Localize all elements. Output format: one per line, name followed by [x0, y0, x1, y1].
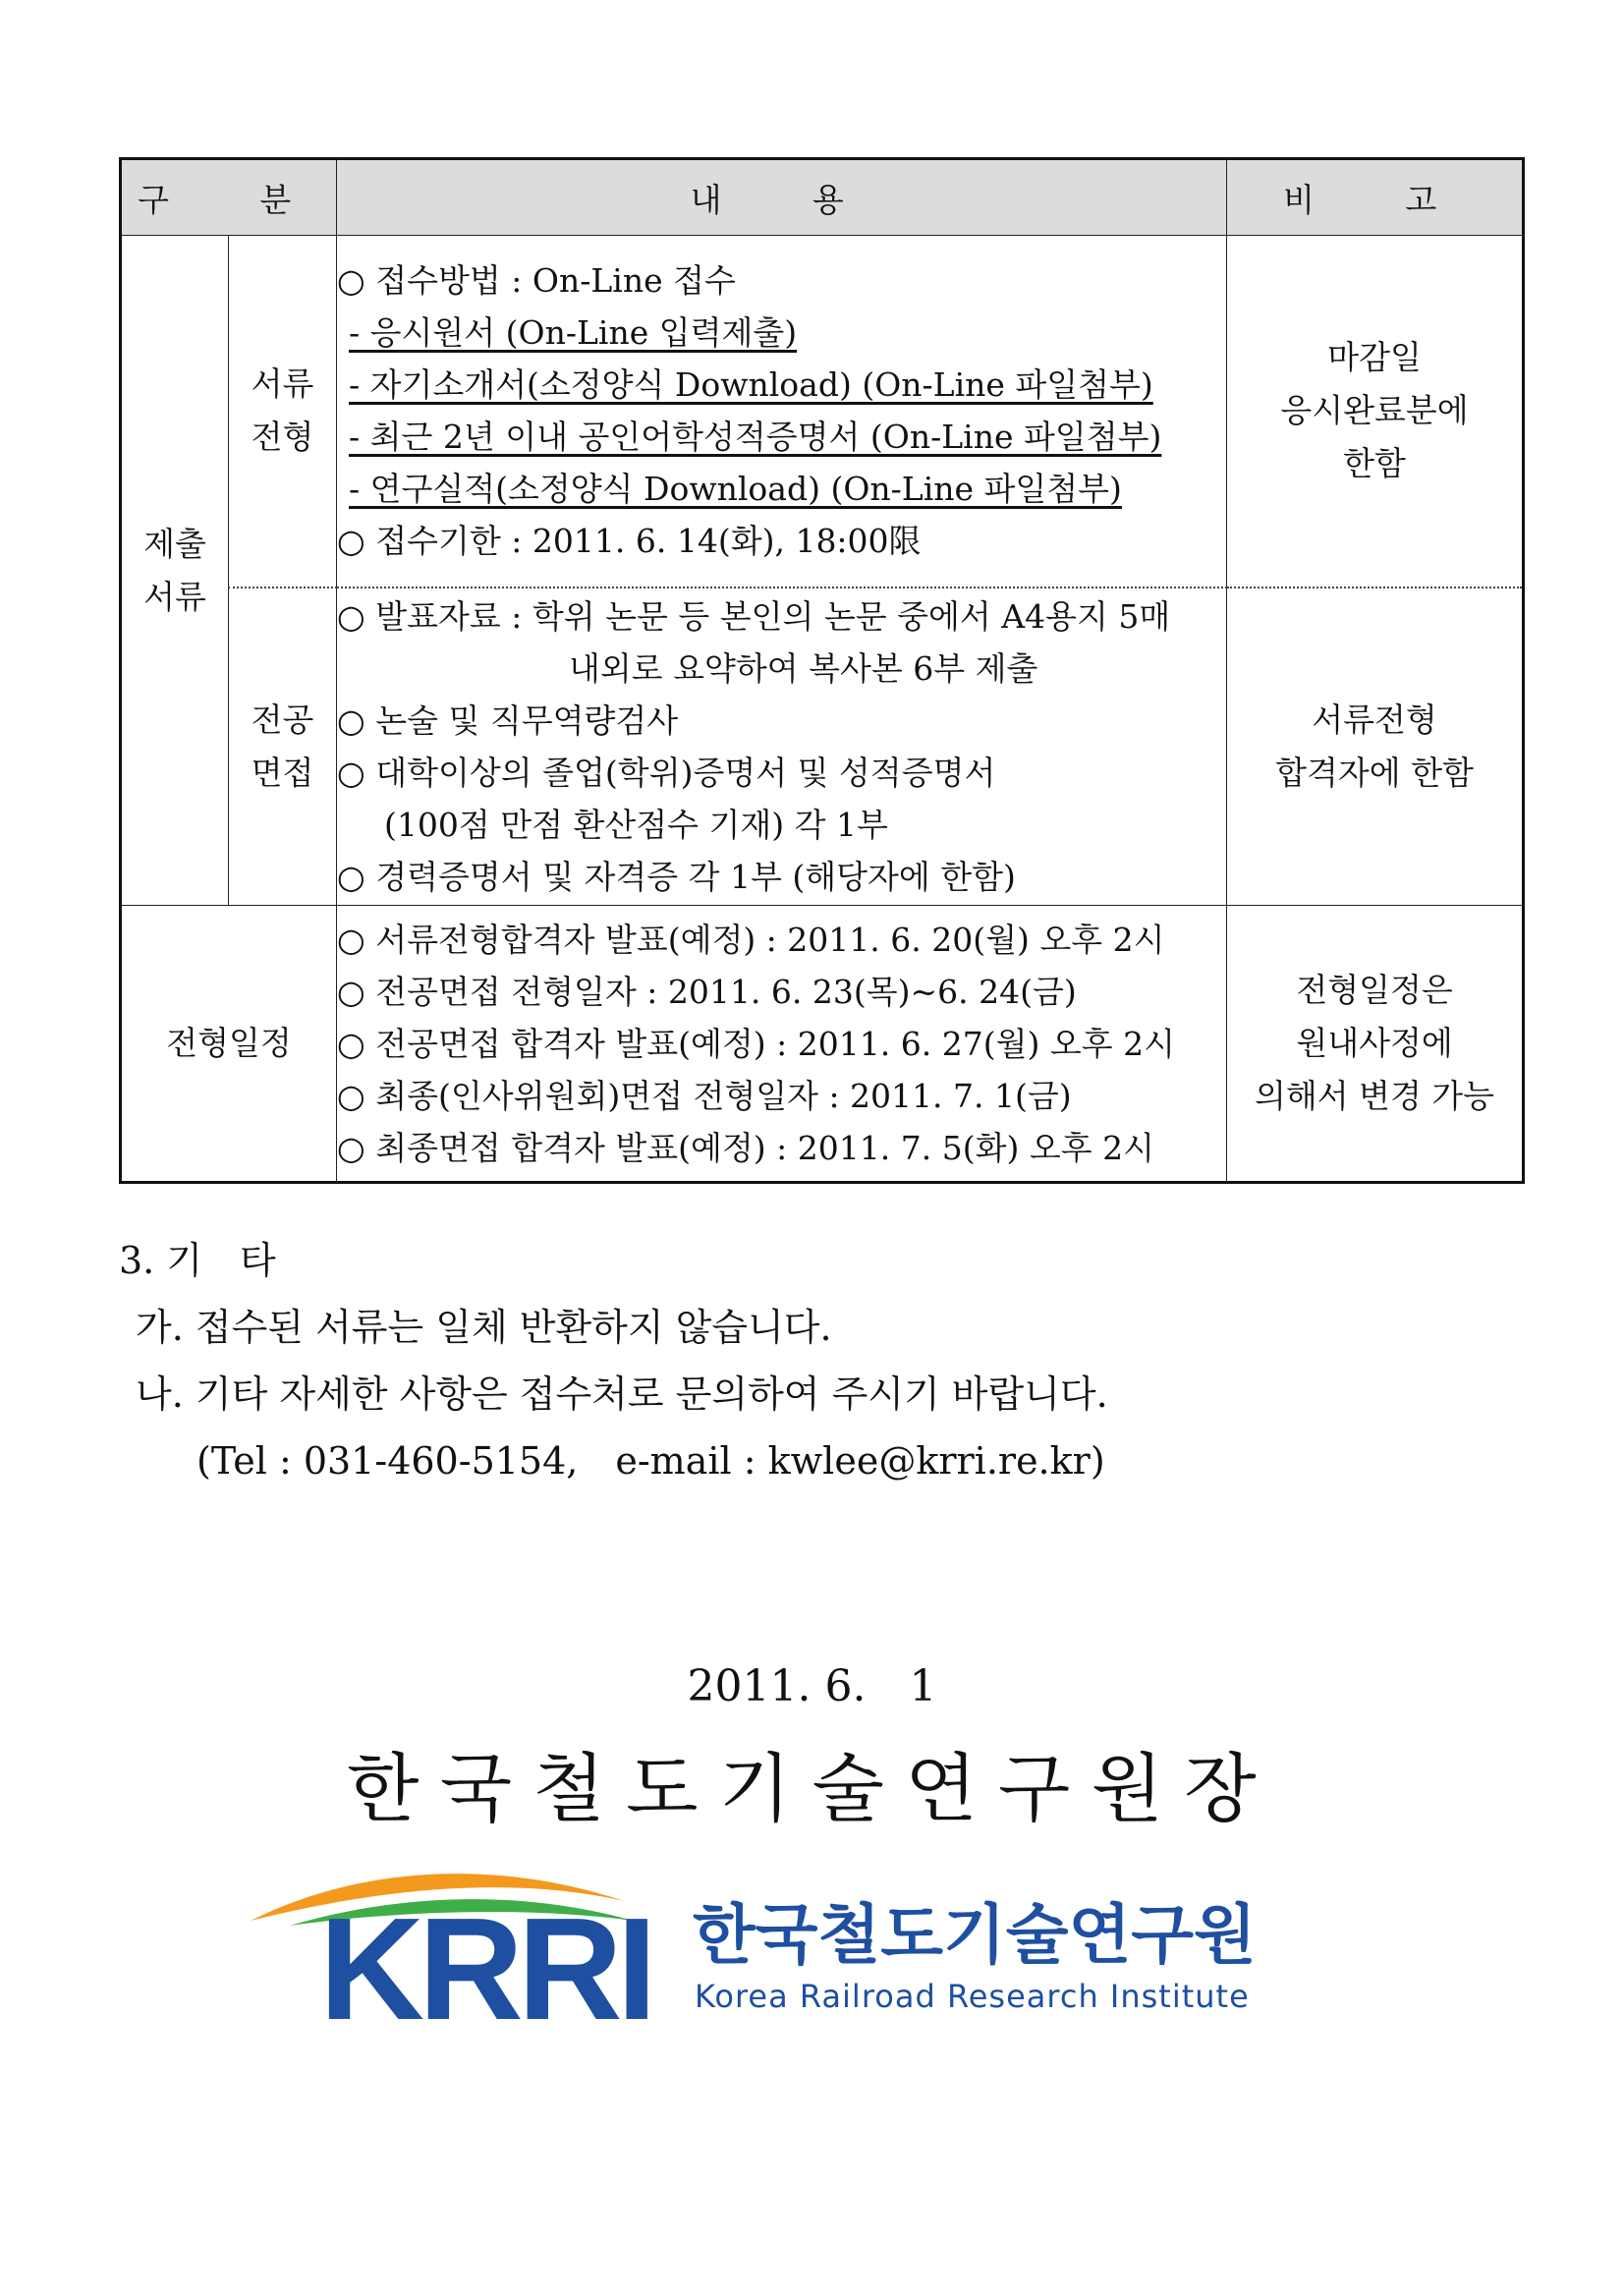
- document-date: 2011. 6. 1: [687, 1661, 937, 1711]
- header-category: 구 분: [121, 159, 337, 236]
- schedule-label: 전형일정: [121, 906, 337, 1183]
- screening-label: 서류 전형: [229, 236, 337, 588]
- screening-note: 마감일 응시완료분에 한함: [1227, 236, 1524, 588]
- screening-line: - 응시원서 (On-Line 입력제출): [349, 313, 798, 353]
- logo-mark-text: KRRI: [319, 1888, 651, 2024]
- screening-line: ○ 접수기한 : 2011. 6. 14(화), 18:00限: [337, 522, 922, 561]
- interview-line: ○ 경력증명서 및 자격증 각 1부 (해당자에 한함): [337, 857, 1016, 896]
- interview-line: 내외로 요약하여 복사본 6부 제출: [569, 648, 1038, 688]
- schedule-note: 전형일정은 원내사정에 의해서 변경 가능: [1227, 906, 1524, 1183]
- schedule-line: ○ 최종(인사위원회)면접 전형일자 : 2011. 7. 1(금): [337, 1076, 1072, 1115]
- interview-label: 전공 면접: [229, 588, 337, 906]
- signer-title: 한국철도기술연구원장: [347, 1745, 1277, 1832]
- header-remarks: 비 고: [1227, 159, 1524, 236]
- screening-line: ○ 접수방법 : On-Line 접수: [337, 261, 736, 301]
- screening-line: - 최근 2년 이내 공인어학성적증명서 (On-Line 파일첨부): [349, 418, 1162, 457]
- recruitment-table: [119, 157, 1525, 1184]
- header-content: 내 용: [337, 159, 1227, 236]
- schedule-line: ○ 최종면접 합격자 발표(예정) : 2011. 7. 5(화) 오후 2시: [337, 1128, 1154, 1167]
- screening-line: - 연구실적(소정양식 Download) (On-Line 파일첨부): [349, 470, 1122, 509]
- screening-line: - 자기소개서(소정양식 Download) (On-Line 파일첨부): [349, 365, 1153, 405]
- krri-logo: [251, 1867, 1371, 2024]
- schedule-content: [337, 906, 1227, 1183]
- interview-content: [337, 588, 1227, 906]
- interview-line: ○ 대학이상의 졸업(학위)증명서 및 성적증명서: [337, 753, 996, 792]
- other-heading: 3. 기 타: [119, 1239, 276, 1282]
- schedule-line: ○ 전공면접 전형일자 : 2011. 6. 23(목)~6. 24(금): [337, 972, 1077, 1011]
- interview-line: ○ 논술 및 직무역량검사: [337, 700, 679, 740]
- contact-info: (Tel : 031-460-5154, e-mail : kwlee@krri.re.kr): [196, 1439, 1105, 1483]
- logo-korean-text: 한국철도기술연구원: [693, 1897, 1257, 1973]
- interview-note: 서류전형 합격자에 한함: [1227, 588, 1524, 906]
- submit-docs-label: 제출 서류: [121, 236, 229, 906]
- krri-logo-mark: [251, 1867, 1371, 2024]
- other-item-na: 나. 기타 자세한 사항은 접수처로 문의하여 주시기 바랍니다.: [136, 1372, 1108, 1416]
- interview-line: ○ 발표자료 : 학위 논문 등 본인의 논문 중에서 A4용지 5매: [337, 596, 1171, 636]
- interview-line: (100점 만점 환산점수 기재) 각 1부: [384, 805, 888, 844]
- schedule-line: ○ 전공면접 합격자 발표(예정) : 2011. 6. 27(월) 오후 2시: [337, 1024, 1175, 1063]
- logo-english-text: Korea Railroad Research Institute: [695, 1978, 1250, 2015]
- other-item-ga: 가. 접수된 서류는 일체 반환하지 않습니다.: [136, 1306, 832, 1349]
- screening-content: [337, 236, 1227, 588]
- schedule-line: ○ 서류전형합격자 발표(예정) : 2011. 6. 20(월) 오후 2시: [337, 920, 1165, 959]
